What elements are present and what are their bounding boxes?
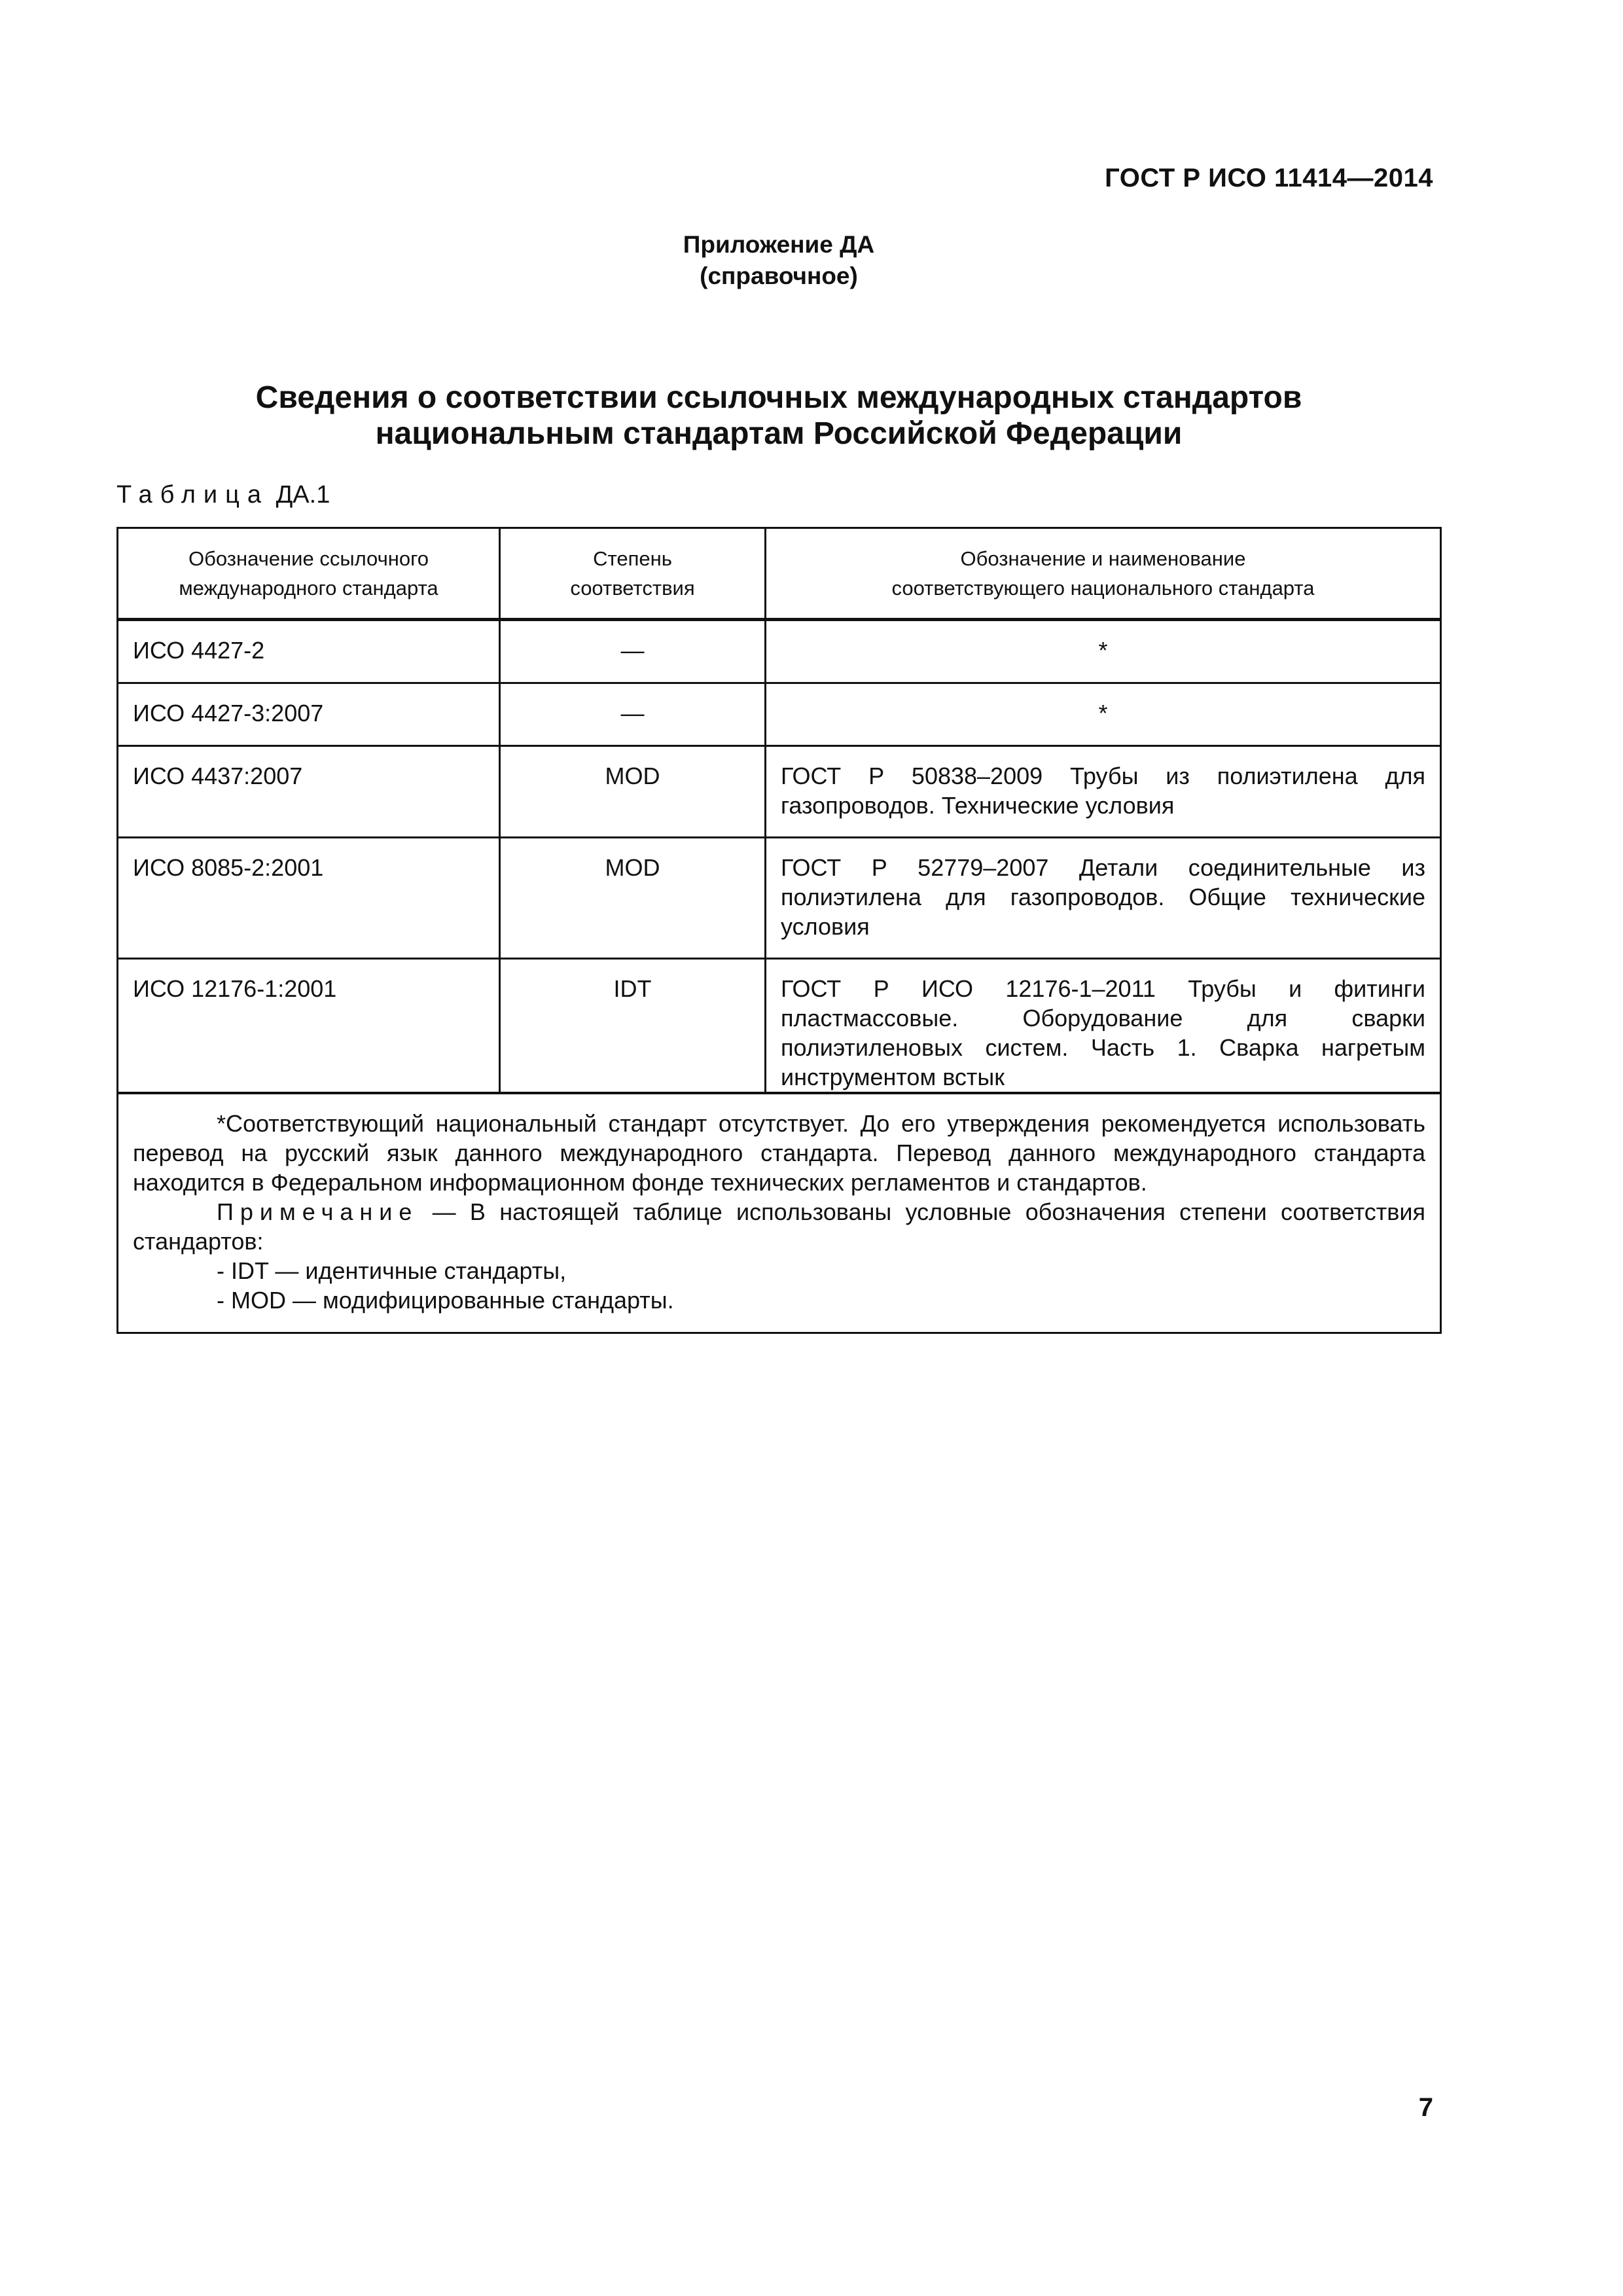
table-row xyxy=(118,746,1441,838)
cell-standard: ИСО 4427-2 xyxy=(118,620,500,683)
footnote-item-mod: - MOD — модифицированные стандарты. xyxy=(217,1287,674,1314)
cell-degree: — xyxy=(500,620,766,683)
header-cell-degree: Степень соответствия xyxy=(500,528,766,620)
cell-degree: — xyxy=(500,683,766,746)
page-number: 7 xyxy=(1418,2093,1433,2122)
title-line-1: Сведения о соответствии ссылочных международных стандартов xyxy=(255,380,1302,415)
note-text: — В настоящей таблице использованы условные обозначения степени соответствия стандартов: xyxy=(133,1198,1425,1255)
footnote-item-idt: - IDT — идентичные стандарты, xyxy=(217,1257,567,1284)
cell-degree: MOD xyxy=(500,746,766,838)
table-row xyxy=(118,838,1441,959)
correspondence-table xyxy=(116,527,1442,1334)
note-word: Примечание xyxy=(217,1198,419,1225)
page-title xyxy=(0,380,1558,452)
header-cell-national-standard: Обозначение и наименование соответствующего национального стандарта xyxy=(766,528,1441,620)
cell-national: ГОСТ Р ИСО 12176-1–2011 Трубы и фитинги пластмассовые. Оборудование для сварки полиэтиленовых систем. Часть 1. Сварка нагретым инструментом встык xyxy=(766,959,1441,1094)
table-row xyxy=(118,620,1441,683)
table-footnote-row xyxy=(118,1093,1441,1333)
title-line-2: национальным стандартам Российской Федерации xyxy=(375,416,1183,451)
appendix-label: Приложение ДА xyxy=(683,231,875,258)
table-header-row xyxy=(118,528,1441,620)
document-code: ГОСТ Р ИСО 11414—2014 xyxy=(1105,164,1433,192)
cell-degree: IDT xyxy=(500,959,766,1094)
appendix-type: (справочное) xyxy=(700,262,858,289)
cell-standard: ИСО 8085-2:2001 xyxy=(118,838,500,959)
footnote-note xyxy=(133,1197,1425,1256)
table-caption-number: ДА.1 xyxy=(276,481,330,509)
cell-degree: MOD xyxy=(500,838,766,959)
table-footnote xyxy=(118,1093,1441,1333)
cell-standard: ИСО 12176-1:2001 xyxy=(118,959,500,1094)
cell-standard: ИСО 4427-3:2007 xyxy=(118,683,500,746)
appendix-heading xyxy=(0,229,1558,292)
cell-national: * xyxy=(766,620,1441,683)
footnote-star: *Соответствующий национальный стандарт отсутствует. До его утверждения рекомендуется использовать перевод на русский язык данного международного стандарта. Перевод данного международного стандарта находится в Федеральном информационном фонде технических регламентов и стандартов. xyxy=(133,1110,1425,1196)
table-caption xyxy=(116,481,330,509)
header-cell-reference-standard: Обозначение ссылочного международного стандарта xyxy=(118,528,500,620)
table-row xyxy=(118,959,1441,1094)
cell-national: * xyxy=(766,683,1441,746)
table-caption-word: Таблица xyxy=(116,481,269,509)
cell-national: ГОСТ Р 52779–2007 Детали соединительные из полиэтилена для газопроводов. Общие технические условия xyxy=(766,838,1441,959)
cell-standard: ИСО 4437:2007 xyxy=(118,746,500,838)
cell-national: ГОСТ Р 50838–2009 Трубы из полиэтилена для газопроводов. Технические условия xyxy=(766,746,1441,838)
table-row xyxy=(118,683,1441,746)
